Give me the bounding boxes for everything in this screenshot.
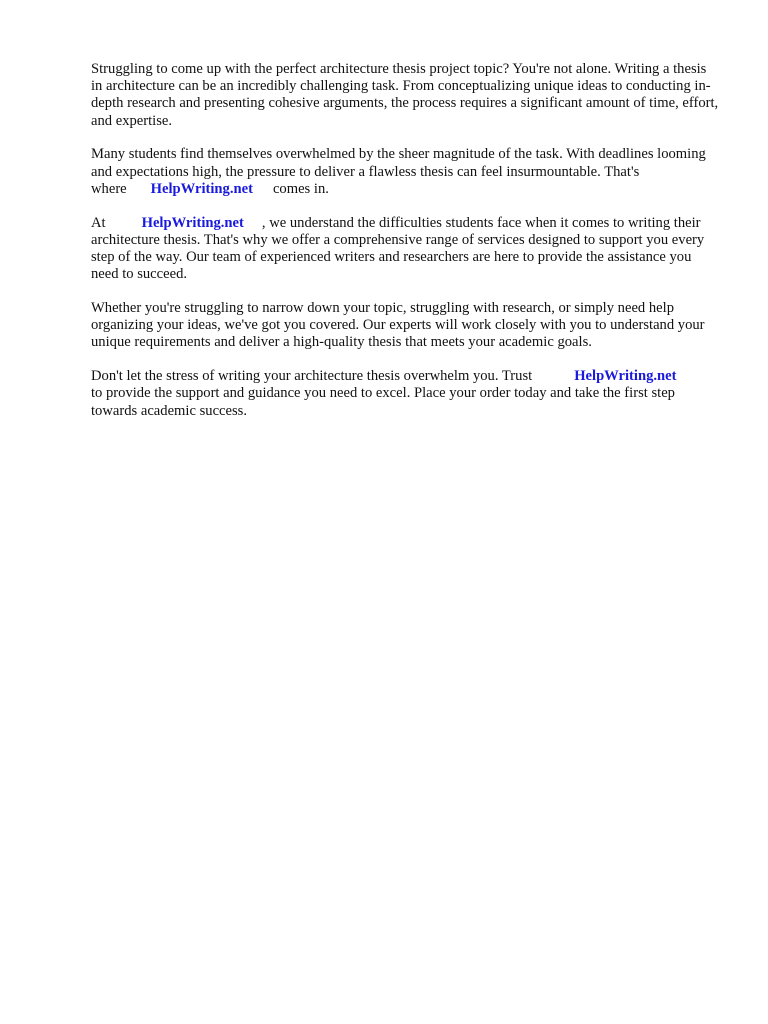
paragraph-services-text: , we understand the difficulties students face when it comes to writing their architecture thesis. That's why we offer a comprehensive range of services designed to support you every step of the way. Our team of experienced writers and researchers are here to provide the assistance you need to succeed. bbox=[91, 214, 705, 283]
helpwriting-link-1[interactable]: HelpWriting.net bbox=[150, 180, 253, 197]
paragraph-intro-text: Struggling to come up with the perfect architecture thesis project topic? You're not alone. Writing a thesis in architecture can be an incredibly challenging task. From conceptualizing unique ideas to conducting in-depth research and presenting cohesive arguments, the process requires a significant amount of time, effort, and expertise. bbox=[91, 61, 719, 129]
paragraph-services bbox=[91, 215, 721, 284]
helpwriting-link-3[interactable]: HelpWriting.net bbox=[574, 368, 677, 385]
helpwriting-link-2[interactable]: HelpWriting.net bbox=[141, 214, 244, 231]
document-body bbox=[91, 61, 721, 436]
paragraph-cta-text: Don't let the stress of writing your architecture thesis overwhelm you. Trust bbox=[91, 368, 533, 385]
paragraph-overwhelmed bbox=[91, 146, 721, 198]
paragraph-overwhelmed-tail: comes in. bbox=[272, 180, 329, 197]
paragraph-services-lead: At bbox=[91, 214, 106, 231]
paragraph-overwhelmed-text: Many students find themselves overwhelmed by the sheer magnitude of the task. With deadlines looming and expectations high, the pressure to deliver a flawless thesis can feel insurmountable. That's where bbox=[91, 146, 706, 197]
paragraph-cta-tail: to provide the support and guidance you need to excel. Place your order today and take the first step towards academic success. bbox=[91, 385, 675, 419]
paragraph-support-text: Whether you're struggling to narrow down your topic, struggling with research, or simply need help organizing your ideas, we've got you covered. Our experts will work closely with you to understand your unique requirements and deliver a high-quality thesis that meets your academic goals. bbox=[91, 300, 705, 351]
paragraph-intro bbox=[91, 61, 721, 130]
paragraph-call-to-action bbox=[91, 368, 721, 420]
paragraph-support bbox=[91, 300, 721, 352]
